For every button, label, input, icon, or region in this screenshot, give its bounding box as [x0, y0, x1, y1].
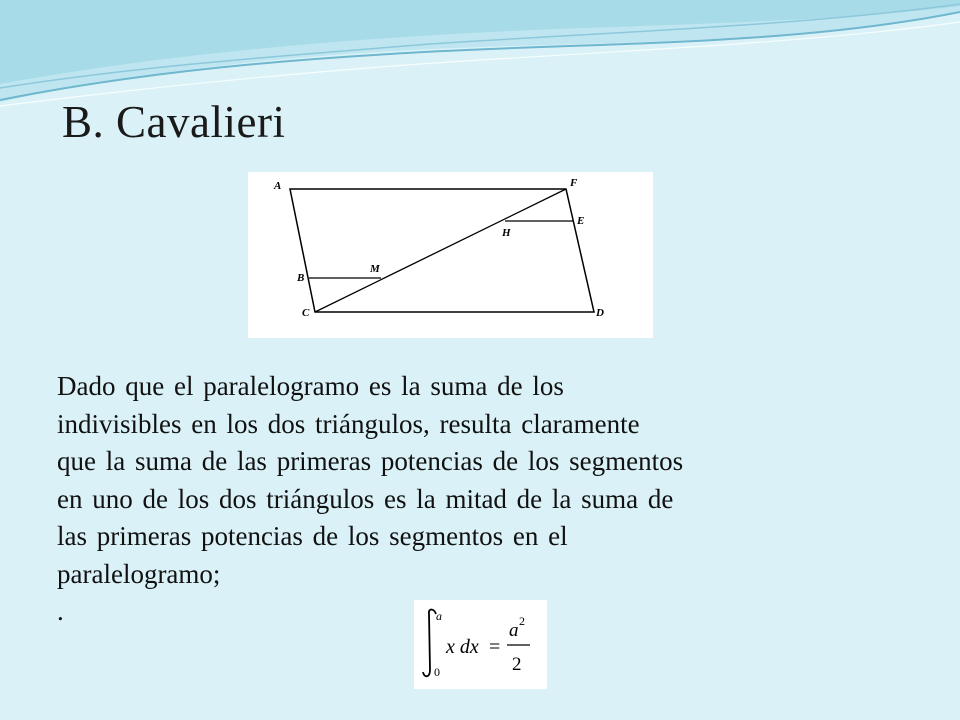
body-paragraph: [57, 368, 897, 631]
numerator-base: a: [509, 620, 519, 641]
lower-limit: 0: [434, 665, 440, 679]
equals-sign: =: [489, 636, 501, 658]
paragraph-line: paralelogramo;: [57, 558, 221, 589]
label-b: B: [297, 272, 305, 284]
upper-limit: a: [436, 609, 442, 623]
paragraph-line: las primeras potencias de los segmentos en el: [57, 521, 568, 551]
denominator: 2: [512, 654, 522, 675]
label-c: C: [302, 307, 310, 319]
parallelogram-figure: [248, 172, 653, 338]
integral-formula: [414, 600, 547, 689]
paragraph-line: Dado que el paralelogramo es la suma de los: [57, 371, 564, 401]
diagonal-line: [315, 189, 566, 312]
parallelogram-shape: [290, 189, 594, 312]
label-e: E: [577, 215, 585, 227]
label-a: A: [274, 180, 282, 192]
paragraph-line: indivisibles en los dos triángulos, resulta claramente: [57, 408, 640, 439]
integrand: x dx: [446, 636, 479, 658]
paragraph-line: .: [57, 596, 64, 626]
numerator-exponent: 2: [519, 614, 525, 628]
label-m: M: [370, 263, 380, 275]
label-f: F: [570, 177, 578, 189]
paragraph-line: en uno de los dos triángulos es la mitad de la suma de: [57, 483, 674, 514]
slide-title: B. Cavalieri: [62, 97, 286, 147]
label-d: D: [596, 307, 604, 319]
label-h: H: [502, 227, 511, 239]
paragraph-line: que la suma de las primeras potencias de los segmentos: [57, 446, 684, 476]
